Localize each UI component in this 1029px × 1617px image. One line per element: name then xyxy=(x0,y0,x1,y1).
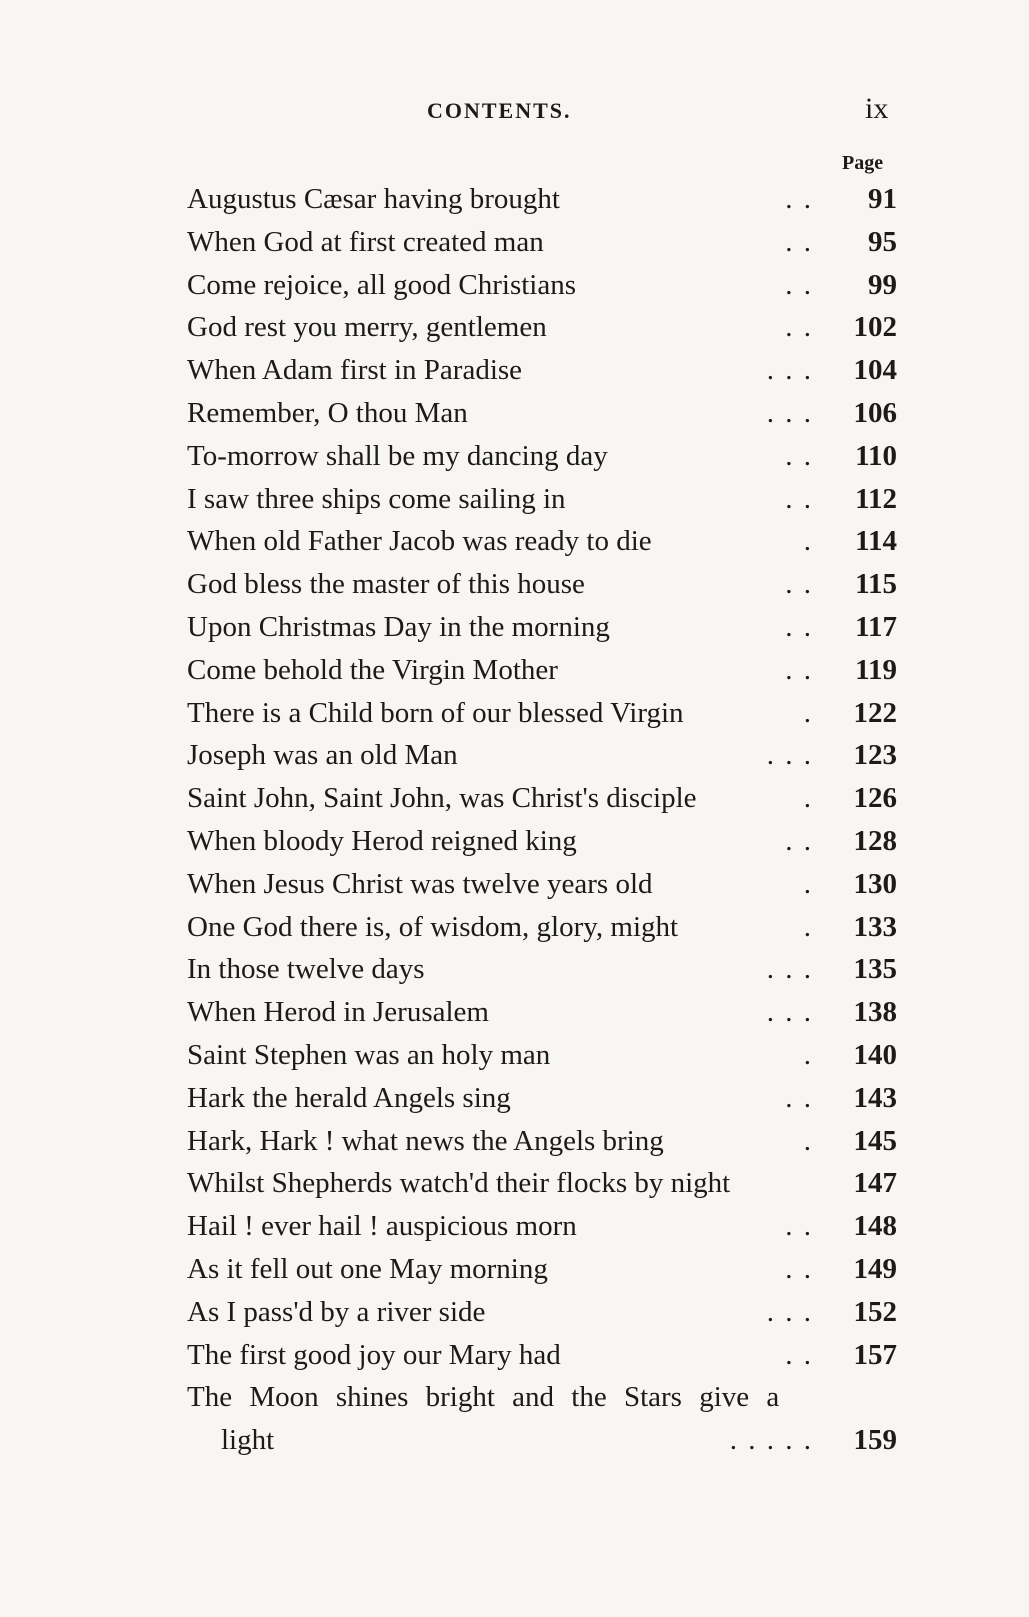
toc-entry xyxy=(187,991,897,1034)
toc-entry xyxy=(187,820,897,863)
entry-page: 119 xyxy=(855,653,897,686)
entry-page: 140 xyxy=(853,1038,897,1071)
entry-leader: . . xyxy=(785,311,813,344)
entry-leader: . . xyxy=(785,824,813,857)
toc-entry xyxy=(187,863,897,906)
entry-leader: . xyxy=(803,910,813,943)
entry-page: 99 xyxy=(868,268,897,301)
entry-page: 91 xyxy=(868,183,897,215)
entry-title: When Jesus Christ was twelve years old xyxy=(187,867,653,900)
entry-title: As it fell out one May morning xyxy=(187,1252,548,1285)
table-of-contents xyxy=(187,178,897,1462)
entry-page: 149 xyxy=(853,1252,897,1285)
toc-entry xyxy=(187,478,897,521)
entry-page: 159 xyxy=(853,1424,897,1457)
entry-title: Whilst Shepherds watch'd their flocks by night xyxy=(187,1167,731,1200)
toc-entry xyxy=(187,1291,897,1334)
entry-title: Come behold the Virgin Mother xyxy=(187,653,558,686)
entry-title: Hail ! ever hail ! auspicious morn xyxy=(187,1210,577,1243)
toc-entry xyxy=(187,948,897,991)
toc-entry xyxy=(187,1334,897,1377)
entry-leader: . . xyxy=(785,653,813,686)
entry-title: When Herod in Jerusalem xyxy=(187,996,489,1029)
entry-page: 157 xyxy=(853,1338,897,1371)
page-header xyxy=(0,92,1029,138)
toc-entry xyxy=(187,1162,897,1205)
entry-leader: . xyxy=(803,525,813,558)
page-title: CONTENTS. xyxy=(427,98,572,123)
entry-page: 128 xyxy=(853,824,897,857)
toc-entry xyxy=(187,649,897,692)
entry-title: Joseph was an old Man xyxy=(187,739,458,772)
entry-page: 148 xyxy=(853,1210,897,1243)
entry-page: 147 xyxy=(853,1167,897,1200)
entry-page: 112 xyxy=(855,482,897,515)
entry-leader: . . . xyxy=(766,354,813,387)
entry-title: To-morrow shall be my dancing day xyxy=(187,439,608,472)
toc-entry xyxy=(187,306,897,349)
entry-leader: . xyxy=(803,696,813,729)
entry-leader: . . . xyxy=(766,1295,813,1328)
entry-title: When bloody Herod reigned king xyxy=(187,824,577,857)
toc-entry xyxy=(187,906,897,949)
entry-title-line2: light xyxy=(221,1424,275,1457)
entry-leader: . . xyxy=(785,1338,813,1371)
toc-entry xyxy=(187,520,897,563)
entry-page: 115 xyxy=(855,568,897,601)
entry-title: Come rejoice, all good Christians xyxy=(187,268,577,301)
toc-entry xyxy=(187,563,897,606)
toc-entry xyxy=(187,264,897,307)
entry-leader: . . xyxy=(785,482,813,515)
entry-page: 133 xyxy=(853,910,897,943)
entry-leader: . xyxy=(803,1124,813,1157)
entry-page: 95 xyxy=(868,225,897,258)
entry-leader: . . . xyxy=(766,996,813,1029)
toc-entry xyxy=(187,435,897,478)
entry-title: In those twelve days xyxy=(187,953,425,986)
entry-page: 135 xyxy=(853,953,897,986)
toc-entry xyxy=(187,734,897,777)
entry-page: 145 xyxy=(853,1124,897,1157)
entry-page: 126 xyxy=(853,782,897,815)
toc-entry xyxy=(187,349,897,392)
toc-entry xyxy=(187,1120,897,1163)
entry-leader: . . xyxy=(785,225,813,258)
toc-entry xyxy=(187,1248,897,1291)
entry-title-line1: The Moon shines bright and the Stars give a xyxy=(187,1381,780,1414)
toc-entry xyxy=(187,606,897,649)
page-column-label: Page xyxy=(842,152,884,174)
entry-page: 102 xyxy=(853,311,897,344)
entry-page: 117 xyxy=(855,610,897,643)
entry-title: Remember, O thou Man xyxy=(187,396,468,429)
entry-title: Saint Stephen was an holy man xyxy=(187,1038,551,1071)
entry-leader: . . . xyxy=(766,396,813,429)
entry-title: I saw three ships come sailing in xyxy=(187,482,566,515)
entry-leader: . xyxy=(803,867,813,900)
entry-page: 123 xyxy=(853,739,897,772)
entry-page: 143 xyxy=(853,1081,897,1114)
entry-title: Hark, Hark ! what news the Angels bring xyxy=(187,1124,664,1157)
entry-title: Upon Christmas Day in the morning xyxy=(187,610,610,643)
entry-page: 114 xyxy=(855,525,897,558)
toc-entry xyxy=(187,1077,897,1120)
toc-entry xyxy=(187,178,897,221)
entry-leader: . . xyxy=(785,439,813,472)
entry-leader: . . . . . xyxy=(729,1424,813,1457)
entry-title: Hark the herald Angels sing xyxy=(187,1081,511,1114)
toc-entry xyxy=(187,221,897,264)
entry-title: Saint John, Saint John, was Christ's disciple xyxy=(187,782,697,815)
entry-page: 130 xyxy=(853,867,897,900)
entry-page: 122 xyxy=(853,696,897,729)
entry-leader: . . . xyxy=(766,953,813,986)
entry-title: God rest you merry, gentlemen xyxy=(187,311,547,344)
entry-title: When Adam first in Paradise xyxy=(187,354,523,387)
entry-leader: . . xyxy=(785,1081,813,1114)
toc-entry-last xyxy=(187,1376,897,1462)
toc-entry xyxy=(187,777,897,820)
entry-leader: . . xyxy=(785,1252,813,1285)
entry-page: 152 xyxy=(853,1295,897,1328)
entry-title: As I pass'd by a river side xyxy=(187,1295,486,1328)
entry-leader: . . xyxy=(785,183,813,215)
entry-page: 104 xyxy=(853,354,897,387)
entry-leader: . xyxy=(803,782,813,815)
entry-page: 110 xyxy=(855,439,897,472)
entry-page: 106 xyxy=(853,396,897,429)
entry-title: God bless the master of this house xyxy=(187,568,585,601)
toc-entry xyxy=(187,1034,897,1077)
entry-title: There is a Child born of our blessed Virgin xyxy=(187,696,684,729)
entry-leader: . xyxy=(803,1038,813,1071)
entry-title: When God at first created man xyxy=(187,225,544,258)
entry-leader: . . . xyxy=(766,739,813,772)
entry-title: When old Father Jacob was ready to die xyxy=(187,525,652,558)
entry-title: The first good joy our Mary had xyxy=(187,1338,561,1371)
entry-page: 138 xyxy=(853,996,897,1029)
entry-title: One God there is, of wisdom, glory, might xyxy=(187,910,679,943)
entry-leader: . . xyxy=(785,1210,813,1243)
page-number: ix xyxy=(865,92,889,125)
entry-leader: . . xyxy=(785,268,813,301)
entry-title: Augustus Cæsar having brought xyxy=(187,183,560,215)
toc-entry xyxy=(187,1205,897,1248)
entry-leader: . . xyxy=(785,610,813,643)
entry-leader: . . xyxy=(785,568,813,601)
toc-entry xyxy=(187,392,897,435)
toc-entry xyxy=(187,692,897,735)
